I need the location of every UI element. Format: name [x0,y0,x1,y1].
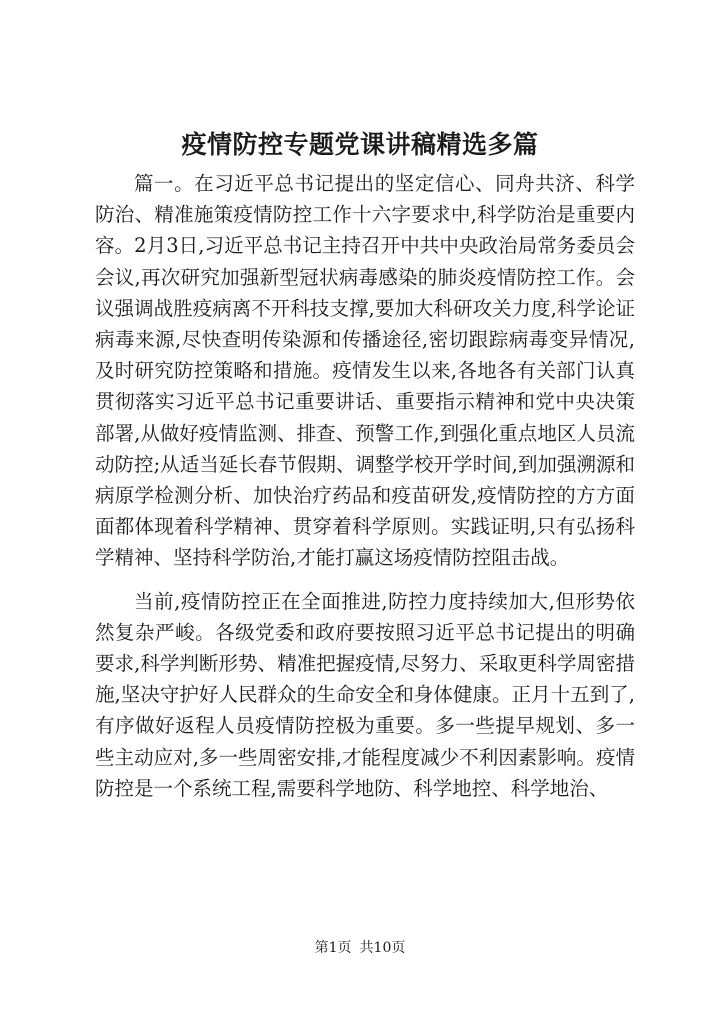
document-title: 疫情防控专题党课讲稿精选多篇 [181,130,539,159]
paragraph-2: 当前,疫情防控正在全面推进,防控力度持续加大,但形势依然复杂严峻。各级党委和政府要按照习近平总书记提出的明确要求,科学判断形势、精准把握疫情,尽努力、采取更科学周密措施,坚决守护好人民群众的生命安全和身体健康。正月十五到了,有序做好返程人员疫情防控极为重要。多一些提早规划、多一些主动应对,多一些周密安排,才能程度减少不利因素影响。疫情防控是一个系统工程,需要科学地防、科学地控、科学地治、 [95,589,635,800]
paragraph-1: 篇一。在习近平总书记提出的坚定信心、同舟共济、科学防治、精准施策疫情防控工作十六字要求中,科学防治是重要内容。2月3日,习近平总书记主持召开中共中央政治局常务委员会会议,再次研究加强新型冠状病毒感染的肺炎疫情防控工作。会议强调战胜疫病离不开科技支撑,要加大科研攻关力度,科学论证病毒来源,尽快查明传染源和传播途径,密切跟踪病毒变异情况,及时研究防控策略和措施。疫情发生以来,各地各有关部门认真贯彻落实习近平总书记重要讲话、重要指示精神和党中央决策部署,从做好疫情监测、排查、预警工作,到强化重点地区人员流动防控;从适当延长春节假期、调整学校开学时间,到加强溯源和病原学检测分析、加快治疗药品和疫苗研发,疫情防控的方方面面都体现着科学精神、贯穿着科学原则。实践证明,只有弘扬科学精神、坚持科学防治,才能打赢这场疫情防控阻击战。 [95,172,635,570]
page-footer [0,938,720,958]
page-number-current: 第1页 [314,940,352,956]
document-body [95,168,635,804]
page-number-total: 共10页 [359,940,406,956]
